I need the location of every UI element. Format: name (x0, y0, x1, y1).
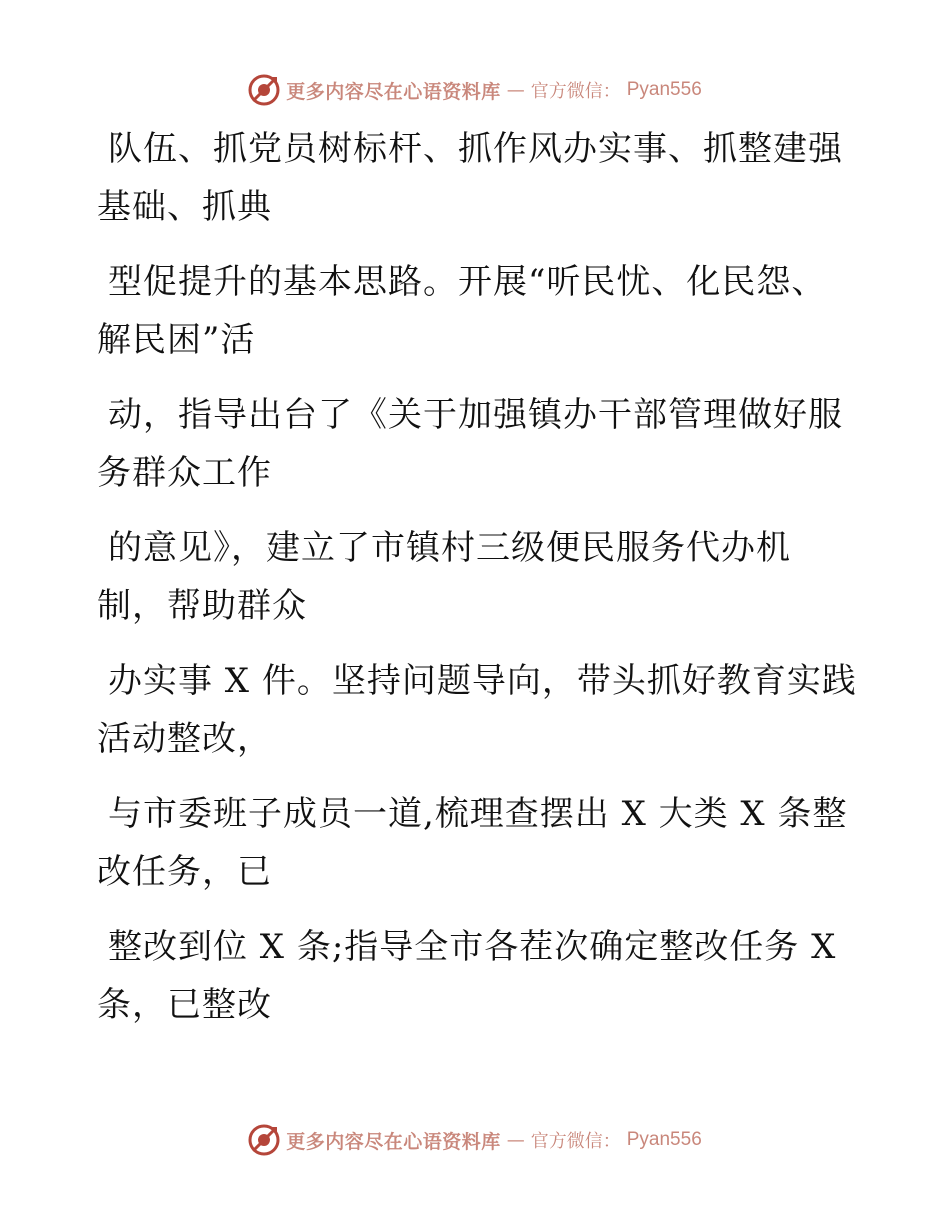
footer-wechat-id: Pyan556 (626, 1129, 702, 1150)
brand-logo-icon (248, 1124, 280, 1156)
text-line: 整改到位 X 条;指导全市各茬次确定整改任务 X (108, 927, 837, 967)
text-line: 改任务，已 (97, 852, 272, 892)
footer-wechat-label: 官方微信： (530, 1131, 621, 1152)
header-wechat-label: 官方微信： (530, 81, 621, 102)
brand-logo-icon (248, 74, 280, 106)
text-line: 动，指导出台了《关于加强镇办干部管理做好服 (108, 395, 843, 435)
document-body (0, 120, 950, 1034)
text-line: 队伍、抓党员树标杆、抓作风办实事、抓整建强 (108, 129, 843, 169)
header-separator: — (506, 79, 525, 101)
text-paragraph (0, 519, 950, 635)
text-line: 基础、抓典 (97, 187, 272, 227)
footer-promo-text: 更多内容尽在心语资料库 (286, 1130, 501, 1153)
text-line: 的意见》，建立了市镇村三级便民服务代办机 (108, 528, 791, 568)
text-line: 解民困”活 (97, 320, 256, 360)
text-line: 务群众工作 (97, 453, 272, 493)
text-line: 与市委班子成员一道,梳理查摆出 X 大类 X 条整 (108, 794, 848, 834)
text-line: 条，已整改 (97, 985, 272, 1025)
header-banner (0, 70, 950, 110)
text-paragraph (0, 120, 950, 236)
text-paragraph (0, 386, 950, 502)
header-wechat-id: Pyan556 (626, 79, 702, 100)
text-line: 型促提升的基本思路。开展“听民忧、化民怨、 (108, 262, 827, 302)
text-paragraph (0, 253, 950, 369)
text-paragraph (0, 652, 950, 768)
text-line: 办实事 X 件。坚持问题导向，带头抓好教育实践 (108, 661, 857, 701)
text-paragraph (0, 785, 950, 901)
footer-banner (0, 1120, 950, 1160)
text-paragraph (0, 918, 950, 1034)
header-promo-text: 更多内容尽在心语资料库 (286, 80, 501, 103)
text-line: 活动整改， (97, 719, 272, 759)
footer-separator: — (506, 1129, 525, 1151)
text-line: 制，帮助群众 (97, 586, 307, 626)
